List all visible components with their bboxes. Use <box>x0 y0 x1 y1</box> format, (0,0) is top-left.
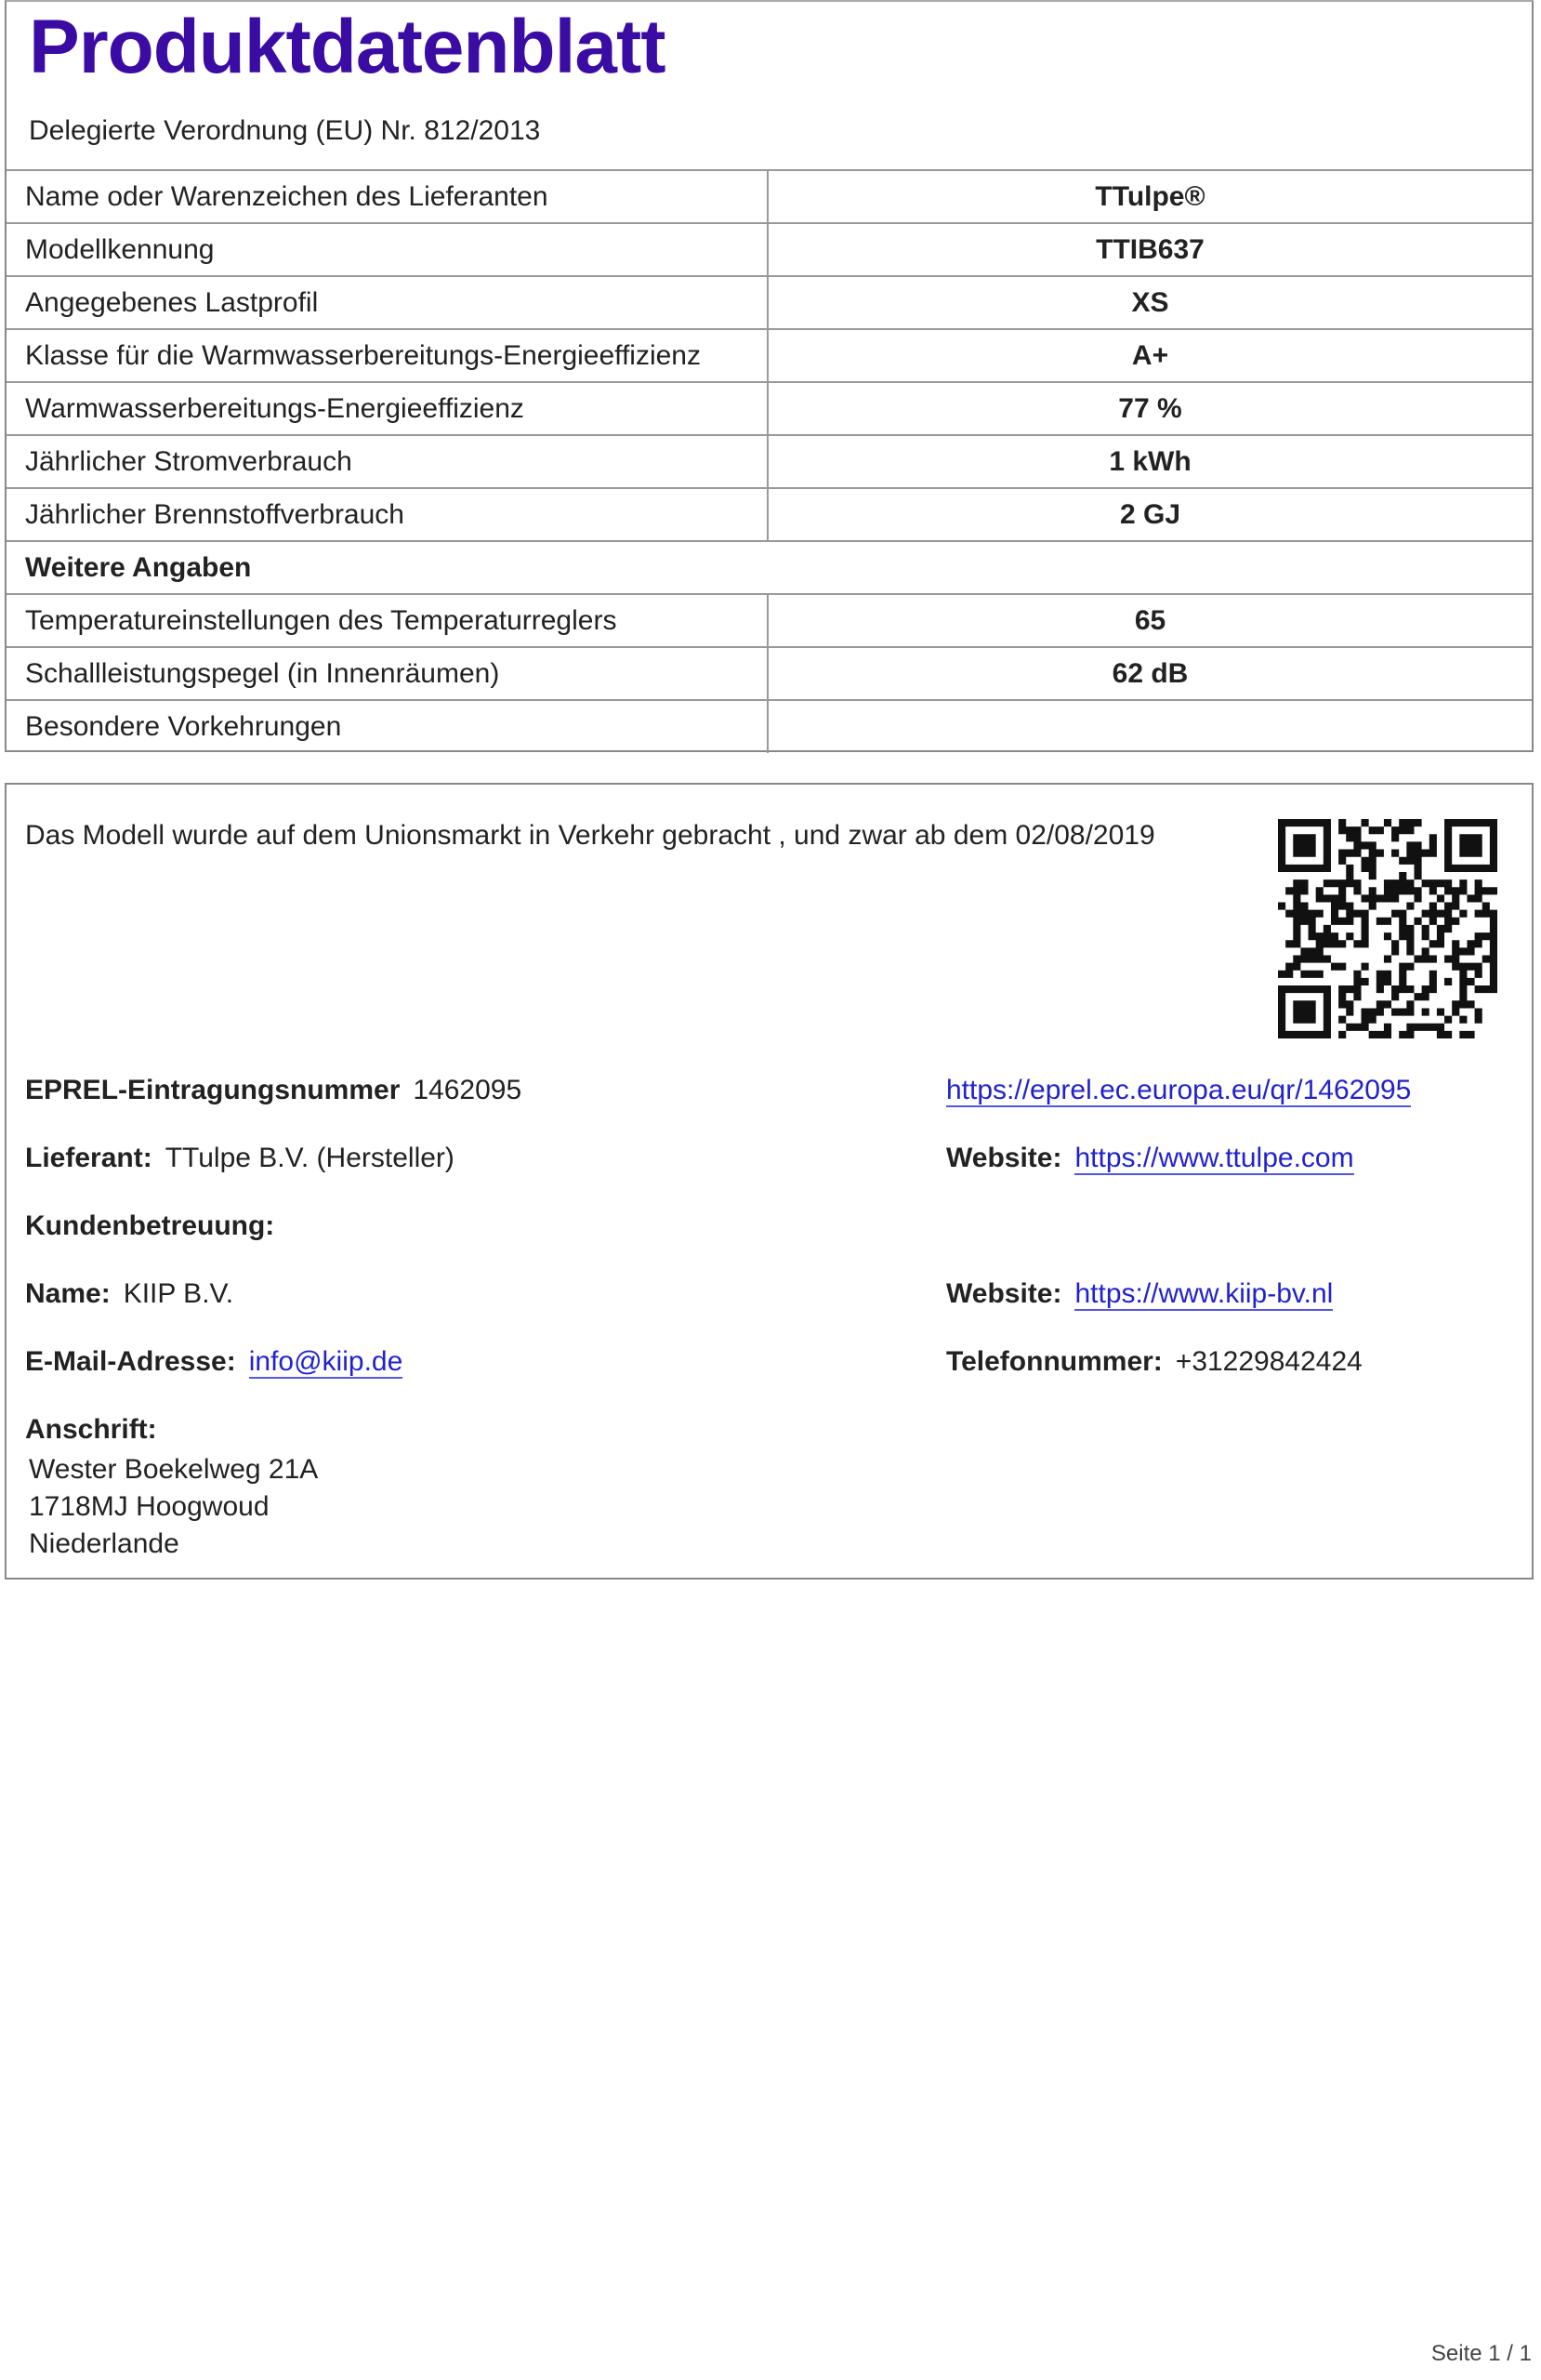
table-row <box>7 170 1532 223</box>
website-label: Website: <box>946 1143 1062 1173</box>
product-data-table-section <box>5 0 1534 752</box>
section-row <box>7 541 1532 594</box>
row-value: 77 % <box>768 382 1532 435</box>
product-data-table <box>7 169 1532 753</box>
table-row <box>7 647 1532 700</box>
row-value: TTulpe® <box>768 170 1532 223</box>
phone-label: Telefonnummer: <box>946 1346 1163 1377</box>
table-row <box>7 435 1532 488</box>
row-label: Angegebenes Lastprofil <box>7 276 768 329</box>
support-name <box>25 1278 233 1310</box>
table-row <box>7 594 1532 647</box>
row-label: Klasse für die Warmwasserbereitungs-Energieeffizienz <box>7 329 768 382</box>
email-link[interactable]: info@kiip.de <box>248 1346 403 1377</box>
eprel-label: EPREL-Eintragungsnummer <box>25 1075 401 1105</box>
page-title: Produktdatenblatt <box>29 5 665 89</box>
page-number: Seite 1 / 1 <box>1430 2341 1532 2366</box>
address-line: Niederlande <box>29 1528 179 1559</box>
supplier-info-section <box>5 783 1534 1580</box>
supplier-website <box>946 1143 1354 1174</box>
support-website-link[interactable]: https://www.kiip-bv.nl <box>1074 1278 1334 1309</box>
supplier-label: Lieferant: <box>25 1143 152 1173</box>
table-row <box>7 382 1532 435</box>
table-row <box>7 700 1532 753</box>
support-website <box>946 1278 1333 1310</box>
address-line: 1718MJ Hoogwoud <box>29 1491 270 1522</box>
row-label: Besondere Vorkehrungen <box>7 700 768 753</box>
eprel-value: 1462095 <box>413 1075 522 1105</box>
section-heading: Weitere Angaben <box>7 541 1532 594</box>
qr-modules <box>1278 819 1497 1038</box>
supplier <box>25 1143 454 1174</box>
support-email <box>25 1346 402 1378</box>
supplier-value: TTulpe B.V. (Hersteller) <box>165 1143 454 1173</box>
row-label: Temperatureinstellungen des Temperaturreglers <box>7 594 768 647</box>
eprel-number <box>25 1075 521 1106</box>
row-value: 65 <box>768 594 1532 647</box>
market-date-text: Das Modell wurde auf dem Unionsmarkt in Verkehr gebracht , und zwar ab dem 02/08/2019 <box>25 820 1155 851</box>
address-line: Wester Boekelweg 21A <box>29 1454 319 1485</box>
eprel-link[interactable]: https://eprel.ec.europa.eu/qr/1462095 <box>946 1075 1412 1105</box>
row-value: TTIB637 <box>768 223 1532 276</box>
row-value: 62 dB <box>768 647 1532 700</box>
row-label: Jährlicher Brennstoffverbrauch <box>7 488 768 541</box>
row-value <box>768 700 1532 753</box>
regulation-subtitle: Delegierte Verordnung (EU) Nr. 812/2013 <box>29 115 541 146</box>
row-value: XS <box>768 276 1532 329</box>
row-value: A+ <box>768 329 1532 382</box>
name-label: Name: <box>25 1278 111 1309</box>
qr-code[interactable] <box>1278 819 1497 1038</box>
row-label: Jährlicher Stromverbrauch <box>7 435 768 488</box>
email-label: E-Mail-Adresse: <box>25 1346 236 1377</box>
row-label: Name oder Warenzeichen des Lieferanten <box>7 170 768 223</box>
row-label: Warmwasserbereitungs-Energieeffizienz <box>7 382 768 435</box>
supplier-website-link[interactable]: https://www.ttulpe.com <box>1074 1143 1354 1173</box>
table-row <box>7 276 1532 329</box>
table-row <box>7 488 1532 541</box>
website-label: Website: <box>946 1278 1062 1309</box>
name-value: KIIP B.V. <box>123 1278 234 1309</box>
support-heading: Kundenbetreuung: <box>25 1210 275 1241</box>
table-row <box>7 223 1532 276</box>
table-row <box>7 329 1532 382</box>
address-heading: Anschrift: <box>25 1414 157 1445</box>
phone-value: +31229842424 <box>1175 1346 1363 1377</box>
row-label: Modellkennung <box>7 223 768 276</box>
row-value: 1 kWh <box>768 435 1532 488</box>
row-value: 2 GJ <box>768 488 1532 541</box>
row-label: Schallleistungspegel (in Innenräumen) <box>7 647 768 700</box>
support-phone <box>946 1346 1363 1378</box>
